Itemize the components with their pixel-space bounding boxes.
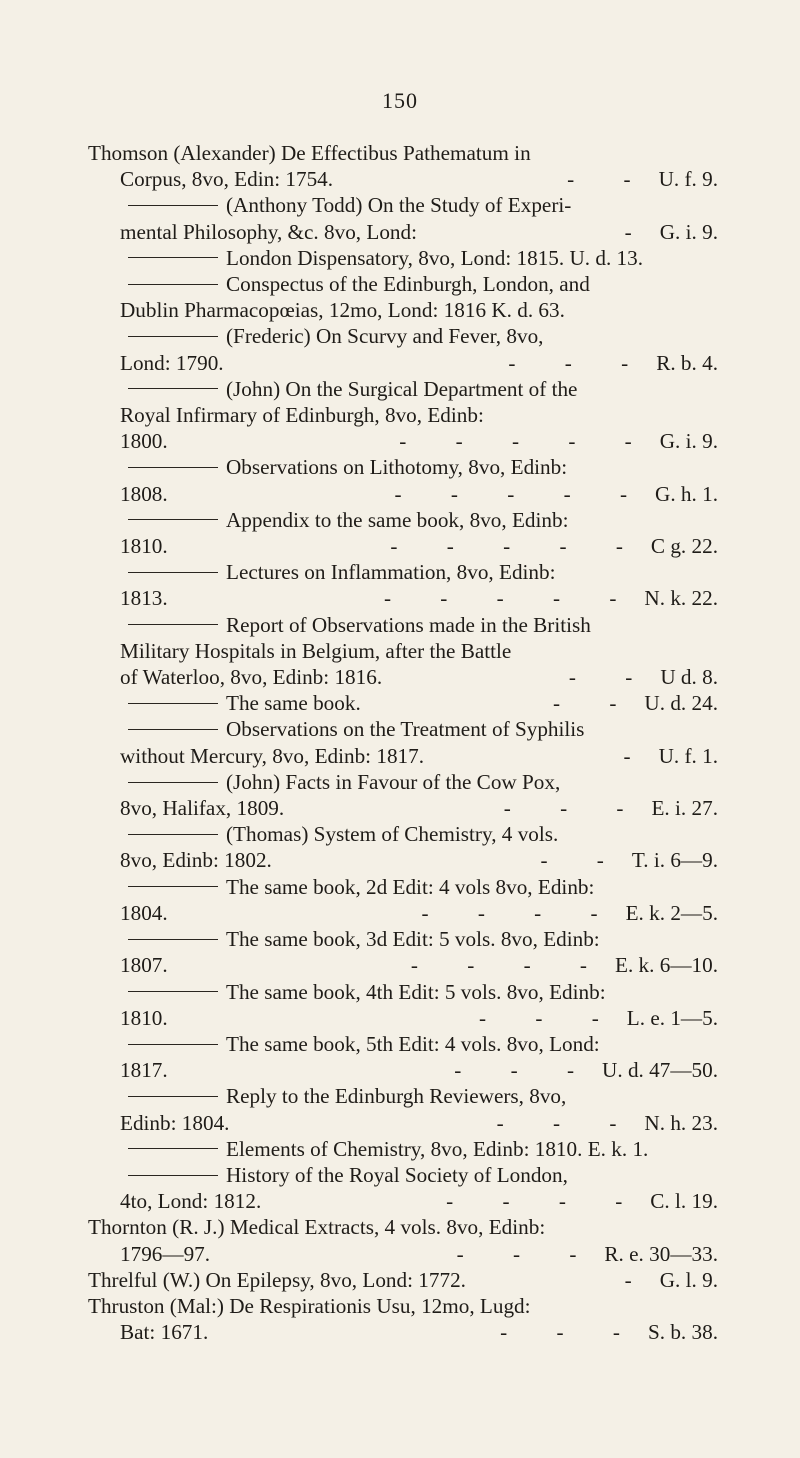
catalogue-entry — [88, 926, 718, 978]
leader-dashes: - - — [567, 167, 653, 192]
entry-title: Appendix to the same book, 8vo, Edinb: — [226, 507, 569, 532]
shelf-mark-text: N. h. 23. — [644, 1110, 718, 1135]
ditto-rule — [128, 624, 218, 625]
entry-continuation — [88, 638, 718, 664]
entry-title: The same book. — [226, 691, 361, 716]
ditto-rule — [128, 729, 218, 730]
shelf-mark-text: G. h. 1. — [655, 481, 718, 506]
leader-dashes: - - - — [500, 1320, 642, 1345]
ditto-rule — [128, 467, 218, 468]
entry-continuation-text: 1810. — [120, 1005, 168, 1030]
catalogue-entry — [88, 821, 718, 873]
leader-dashes: - — [623, 743, 653, 768]
catalogue-entry — [88, 612, 718, 691]
entry-title-line — [88, 769, 718, 795]
catalogue-entry — [88, 979, 718, 1031]
shelf-mark — [457, 1241, 718, 1267]
entry-title-line — [88, 1136, 718, 1162]
leader-dashes: - — [624, 1267, 654, 1292]
catalogue-entry — [88, 271, 718, 323]
ditto-rule — [128, 388, 218, 389]
entry-continuation-text: without Mercury, 8vo, Edinb: 1817. — [120, 743, 425, 768]
shelf-mark-text: E. k. 6—10. — [615, 953, 718, 978]
catalogue-entry — [88, 769, 718, 821]
shelf-mark-text: G. i. 9. — [659, 429, 718, 454]
entry-title: Thruston (Mal:) De Respirationis Usu, 12mo, Lugd: — [88, 1293, 531, 1318]
shelf-mark-text: E. k. 2—5. — [625, 900, 718, 925]
entry-continuation — [88, 533, 718, 559]
catalogue-entries — [88, 140, 718, 1345]
shelf-mark-text: L. e. 1—5. — [626, 1005, 718, 1030]
shelf-mark — [411, 952, 718, 978]
entry-continuation — [88, 1005, 718, 1031]
entry-title: (Thomas) System of Chemistry, 4 vols. — [226, 822, 559, 847]
entry-title-line — [88, 454, 718, 480]
catalogue-entry — [88, 1162, 718, 1214]
entry-title-line — [88, 323, 718, 349]
entry-continuation-text: Dublin Pharmacopœias, 12mo, Lond: 1816 K. d. 63. — [120, 298, 565, 323]
entry-continuation-text: 1810. — [120, 534, 168, 559]
catalogue-entry — [88, 507, 718, 559]
entry-title-line — [88, 979, 718, 1005]
leader-dashes: - — [624, 219, 654, 244]
shelf-mark — [384, 585, 718, 611]
leader-dashes: - - - — [454, 1058, 597, 1083]
entry-title: History of the Royal Society of London, — [226, 1162, 568, 1187]
entry-continuation — [88, 847, 718, 873]
catalogue-entry — [88, 1267, 718, 1293]
shelf-mark-text: S. b. 38. — [647, 1320, 718, 1345]
entry-title: (John) Facts in Favour of the Cow Pox, — [226, 769, 561, 794]
catalogue-entry — [88, 192, 718, 244]
entry-continuation-text: 1804. — [120, 900, 168, 925]
leader-dashes: - - — [553, 691, 639, 716]
entry-title: Report of Observations made in the British — [226, 612, 591, 637]
entry-continuation-text: 4to, Lond: 1812. — [120, 1189, 262, 1214]
catalogue-entry — [88, 1214, 718, 1266]
entry-title-line — [88, 1293, 718, 1319]
shelf-mark-text: U d. 8. — [660, 665, 718, 690]
shelf-mark-text: E. i. 27. — [651, 796, 718, 821]
leader-dashes: - - - — [496, 1110, 639, 1135]
shelf-mark — [399, 428, 718, 454]
entry-continuation-text: Corpus, 8vo, Edin: 1754. — [120, 167, 334, 192]
ditto-rule — [128, 991, 218, 992]
catalogue-entry — [88, 140, 718, 192]
catalogue-entry — [88, 690, 718, 716]
entry-title-line — [88, 716, 718, 742]
ditto-rule — [128, 572, 218, 573]
leader-dashes: - - - - — [446, 1189, 645, 1214]
shelf-mark — [553, 690, 718, 716]
entry-continuation — [88, 743, 718, 769]
ditto-rule — [128, 782, 218, 783]
shelf-mark — [395, 481, 718, 507]
shelf-mark — [625, 219, 718, 245]
shelf-mark-text: U. f. 1. — [658, 743, 718, 768]
entry-title: (Frederic) On Scurvy and Fever, 8vo, — [226, 324, 544, 349]
shelf-mark-text: G. i. 9. — [659, 219, 718, 244]
entry-continuation-text: 1808. — [120, 481, 168, 506]
entry-title-line — [88, 1162, 718, 1188]
shelf-mark — [508, 350, 718, 376]
entry-continuation — [88, 585, 718, 611]
entry-title: Conspectus of the Edinburgh, London, and — [226, 272, 590, 297]
ditto-rule — [128, 1096, 218, 1097]
shelf-mark — [454, 1057, 718, 1083]
entry-title-line — [88, 271, 718, 297]
entry-title-line — [88, 507, 718, 533]
leader-dashes: - - - - - — [383, 586, 639, 611]
leader-dashes: - - - — [503, 796, 646, 821]
entry-continuation-text: Military Hospitals in Belgium, after the Battle — [120, 638, 512, 663]
shelf-mark-text: C. l. 19. — [650, 1189, 718, 1214]
entry-continuation-text: 1813. — [120, 586, 168, 611]
catalogue-entry — [88, 716, 718, 768]
catalogue-entry — [88, 874, 718, 926]
ditto-rule — [128, 834, 218, 835]
entry-continuation — [88, 166, 718, 192]
shelf-mark-text: N. k. 22. — [644, 586, 718, 611]
leader-dashes: - - - - — [410, 953, 609, 978]
shelf-mark-text: U. d. 24. — [644, 691, 718, 716]
entry-continuation-text: 8vo, Edinb: 1802. — [120, 848, 272, 873]
leader-dashes: - - - - — [421, 900, 620, 925]
entry-title: Thornton (R. J.) Medical Extracts, 4 vols. 8vo, Edinb: — [88, 1215, 546, 1240]
entry-title: The same book, 3d Edit: 5 vols. 8vo, Edinb: — [226, 927, 600, 952]
shelf-mark-text: R. b. 4. — [656, 350, 718, 375]
entry-continuation-text: of Waterloo, 8vo, Edinb: 1816. — [120, 665, 383, 690]
entry-continuation — [88, 664, 718, 690]
shelf-mark — [567, 166, 718, 192]
entry-title-line — [88, 1214, 718, 1240]
entry-continuation — [88, 402, 718, 428]
shelf-mark — [390, 533, 718, 559]
shelf-mark — [497, 1110, 718, 1136]
catalogue-entry — [88, 559, 718, 611]
catalogue-entry — [88, 1031, 718, 1083]
entry-title: Thomson (Alexander) De Effectibus Pathematum in — [88, 141, 531, 165]
entry-title: The same book, 2d Edit: 4 vols 8vo, Edinb: — [226, 874, 595, 899]
shelf-mark — [500, 1319, 718, 1345]
entry-title-line — [88, 821, 718, 847]
entry-title: Reply to the Edinburgh Reviewers, 8vo, — [226, 1084, 567, 1109]
entry-continuation — [88, 1110, 718, 1136]
catalogue-entry — [88, 245, 718, 271]
entry-title-line — [88, 1031, 718, 1057]
catalogue-entry — [88, 1083, 718, 1135]
ditto-rule — [128, 1175, 218, 1176]
entry-title-line — [88, 874, 718, 900]
entry-continuation-text: 8vo, Halifax, 1809. — [120, 796, 285, 821]
leader-dashes: - - - - - — [390, 534, 645, 559]
shelf-mark-text: T. i. 6—9. — [631, 848, 718, 873]
ditto-rule — [128, 519, 218, 520]
ditto-rule — [128, 703, 218, 704]
entry-title: Threlful (W.) On Epilepsy, 8vo, Lond: 1772. — [88, 1267, 466, 1292]
catalogue-entry — [88, 454, 718, 506]
entry-title-line — [88, 1267, 718, 1293]
ditto-rule — [128, 205, 218, 206]
entry-title: Observations on Lithotomy, 8vo, Edinb: — [226, 455, 568, 480]
entry-continuation-text: 1800. — [120, 429, 168, 454]
entry-title-line — [88, 140, 718, 166]
leader-dashes: - - — [540, 848, 626, 873]
catalogue-entry — [88, 1136, 718, 1162]
entry-title: Elements of Chemistry, 8vo, Edinb: 1810. E. k. 1. — [226, 1136, 649, 1161]
catalogue-entry — [88, 1293, 718, 1345]
entry-continuation-text: 1817. — [120, 1058, 168, 1083]
entry-title-line — [88, 1083, 718, 1109]
entry-continuation-text: 1807. — [120, 953, 168, 978]
entry-continuation — [88, 1188, 718, 1214]
entry-continuation — [88, 219, 718, 245]
shelf-mark-text: R. e. 30—33. — [604, 1241, 718, 1266]
entry-continuation-text: mental Philosophy, &c. 8vo, Lond: — [120, 219, 417, 244]
entry-continuation — [88, 350, 718, 376]
entry-title-line — [88, 559, 718, 585]
leader-dashes: - - - — [456, 1241, 599, 1266]
entry-title: Lectures on Inflammation, 8vo, Edinb: — [226, 560, 556, 585]
shelf-mark — [540, 847, 718, 873]
page-number: 150 — [382, 88, 418, 113]
entry-continuation-text: Lond: 1790. — [120, 350, 224, 375]
entry-continuation — [88, 795, 718, 821]
shelf-mark — [421, 900, 718, 926]
entry-continuation-text: 1796—97. — [120, 1241, 211, 1266]
leader-dashes: - - - — [479, 1005, 621, 1030]
entry-continuation — [88, 1241, 718, 1267]
ditto-rule — [128, 939, 218, 940]
leader-dashes: - - - — [508, 350, 651, 375]
entry-continuation — [88, 952, 718, 978]
ditto-rule — [128, 257, 218, 258]
shelf-mark-text: C g. 22. — [650, 534, 718, 559]
catalogue-entry — [88, 376, 718, 455]
ditto-rule — [128, 1148, 218, 1149]
entry-continuation — [88, 297, 718, 323]
entry-title-line — [88, 192, 718, 218]
catalogue-entry — [88, 323, 718, 375]
entry-continuation-text: Royal Infirmary of Edinburgh, 8vo, Edinb: — [120, 403, 484, 428]
shelf-mark — [446, 1188, 718, 1214]
ditto-rule — [128, 886, 218, 887]
entry-continuation-text: Bat: 1671. — [120, 1320, 209, 1345]
entry-continuation — [88, 481, 718, 507]
entry-title: (Anthony Todd) On the Study of Experi- — [226, 193, 572, 218]
ditto-rule — [128, 336, 218, 337]
entry-title: Observations on the Treatment of Syphilis — [226, 717, 585, 742]
shelf-mark — [625, 1267, 718, 1293]
entry-continuation-text: Edinb: 1804. — [120, 1110, 230, 1135]
ditto-rule — [128, 284, 218, 285]
shelf-mark-text: U. f. 9. — [658, 167, 718, 192]
shelf-mark — [504, 795, 718, 821]
entry-continuation — [88, 1319, 718, 1345]
entry-title-line — [88, 690, 718, 716]
leader-dashes: - - - - - — [394, 481, 650, 506]
ditto-rule — [128, 1044, 218, 1045]
entry-title-line — [88, 245, 718, 271]
entry-title: (John) On the Surgical Department of the — [226, 376, 578, 401]
entry-title: The same book, 5th Edit: 4 vols. 8vo, Lond: — [226, 1031, 600, 1056]
shelf-mark — [479, 1005, 718, 1031]
leader-dashes: - - - - - — [399, 429, 654, 454]
shelf-mark — [624, 743, 719, 769]
entry-continuation — [88, 900, 718, 926]
shelf-mark — [569, 664, 718, 690]
entry-title-line — [88, 376, 718, 402]
entry-title: The same book, 4th Edit: 5 vols. 8vo, Edinb: — [226, 979, 606, 1004]
shelf-mark-text: U. d. 47—50. — [602, 1058, 718, 1083]
leader-dashes: - - — [568, 665, 655, 690]
entry-title: London Dispensatory, 8vo, Lond: 1815. U. d. 13. — [226, 245, 644, 270]
entry-continuation — [88, 1057, 718, 1083]
shelf-mark-text: G. l. 9. — [659, 1267, 718, 1292]
entry-title-line — [88, 926, 718, 952]
entry-title-line — [88, 612, 718, 638]
entry-continuation — [88, 428, 718, 454]
